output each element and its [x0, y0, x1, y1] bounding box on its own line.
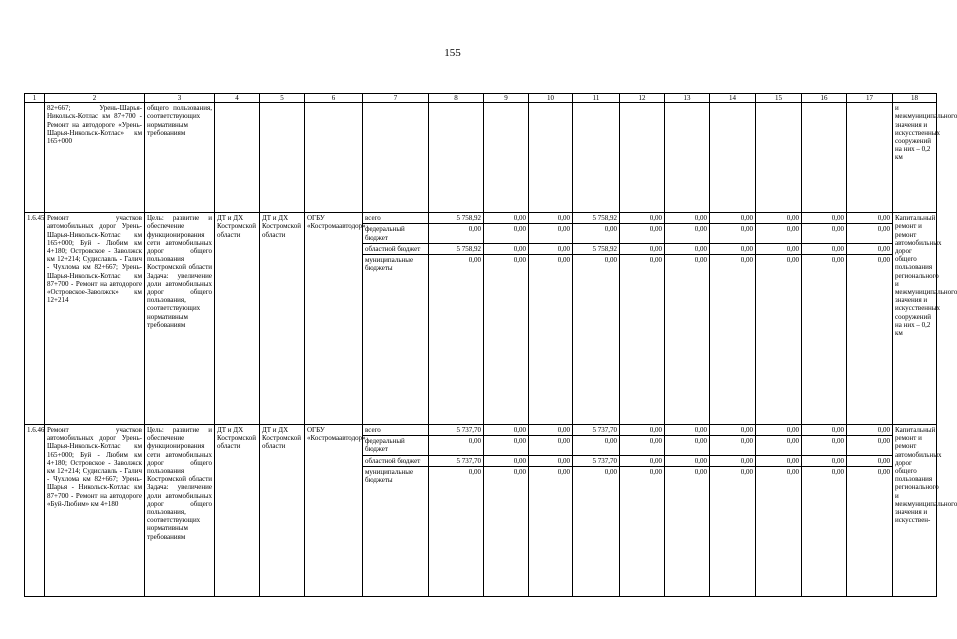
amount-cell: 0,00 [847, 243, 893, 254]
object-name: Ремонт участков автомобильных дорог Урень-Шарья-Никольск-Котлас км 165+000; Буй - Любим км 4+180; Островское - Заволжск км 12+214; Судиславль - Галич - Чухлома км 82+667; Урень-Шарья-Никольск-Котлас км 87+700 - Ремонт на автодороге «Островское-Заволжск» км 12+214 [45, 213, 145, 425]
funding-source: областной бюджет [363, 455, 429, 466]
column-header-17: 17 [847, 94, 893, 103]
column-header-4: 4 [215, 94, 260, 103]
amount-cell: 0,00 [573, 255, 620, 425]
column-header-11: 11 [573, 94, 620, 103]
amount-cell: 0,00 [802, 224, 847, 243]
column-header-6: 6 [305, 94, 363, 103]
row-id: 1.6.45 [25, 213, 45, 425]
amount-cell: 0,00 [620, 455, 665, 466]
amount-cell: 0,00 [756, 243, 802, 254]
funding-source: федеральный бюджет [363, 436, 429, 455]
program-table [24, 93, 957, 597]
page-number: 155 [444, 47, 461, 59]
amount-cell: 0,00 [665, 213, 710, 224]
cont-col1 [25, 103, 45, 213]
executor: ОГБУ «Костромаавтодор» [305, 425, 363, 597]
funding-source: муниципальные бюджеты [363, 255, 429, 425]
amount-cell: 0,00 [484, 455, 529, 466]
amount-cell: 0,00 [710, 255, 756, 425]
amount-cell: 0,00 [665, 255, 710, 425]
amount-cell: 0,00 [529, 255, 573, 425]
amount-cell: 0,00 [756, 436, 802, 455]
table-row [25, 425, 937, 436]
amount-cell: 0,00 [529, 466, 573, 596]
amount-cell: 0,00 [802, 213, 847, 224]
amount-cell: 0,00 [847, 436, 893, 455]
amount-cell: 0,00 [573, 466, 620, 596]
amount-cell: 0,00 [529, 224, 573, 243]
column-header-18: 18 [893, 94, 937, 103]
column-header-15: 15 [756, 94, 802, 103]
amount-cell: 0,00 [529, 425, 573, 436]
cont-result: и межмуниципального значения и искусственных сооружений на них – 0,2 км [893, 103, 937, 213]
responsible-executor: ДТ и ДХ Костромской области [215, 213, 260, 425]
amount-cell: 0,00 [665, 455, 710, 466]
amount-cell: 0,00 [847, 455, 893, 466]
amount-cell: 5 758,92 [429, 243, 484, 254]
amount-cell: 0,00 [710, 224, 756, 243]
amount-cell: 0,00 [620, 255, 665, 425]
amount-cell: 5 758,92 [573, 243, 620, 254]
amount-cell: 0,00 [847, 224, 893, 243]
column-header-10: 10 [529, 94, 573, 103]
amount-cell: 0,00 [665, 436, 710, 455]
funding-source: всего [363, 213, 429, 224]
goal-task: Цель: развитие и обеспечение функционирования сети автомобильных дорог общего пользования Костромской области Задача: увеличение доли автомобильных дорог общего пользования, соответствующих нормативным требованиям [145, 425, 215, 597]
amount-cell: 0,00 [484, 466, 529, 596]
amount-cell: 5 758,92 [429, 213, 484, 224]
amount-cell: 0,00 [756, 466, 802, 596]
amount-cell: 0,00 [484, 243, 529, 254]
amount-cell: 0,00 [529, 436, 573, 455]
amount-cell: 0,00 [620, 243, 665, 254]
amount-cell: 0,00 [429, 224, 484, 243]
amount-cell: 0,00 [756, 425, 802, 436]
executor: ОГБУ «Костромаавтодор» [305, 213, 363, 425]
table-row [25, 213, 937, 224]
amount-cell: 0,00 [529, 455, 573, 466]
amount-cell: 0,00 [710, 455, 756, 466]
amount-cell: 0,00 [484, 425, 529, 436]
amount-cell: 0,00 [484, 436, 529, 455]
amount-cell: 0,00 [710, 436, 756, 455]
column-header-3: 3 [145, 94, 215, 103]
amount-cell: 0,00 [756, 255, 802, 425]
column-header-13: 13 [665, 94, 710, 103]
column-header-12: 12 [620, 94, 665, 103]
amount-cell: 0,00 [847, 255, 893, 425]
responsible-executor: ДТ и ДХ Костромской области [215, 425, 260, 597]
amount-cell: 0,00 [802, 255, 847, 425]
amount-cell: 0,00 [756, 455, 802, 466]
amount-cell: 5 737,70 [573, 425, 620, 436]
column-header-14: 14 [710, 94, 756, 103]
continuation-row [25, 103, 937, 213]
column-header-7: 7 [363, 94, 429, 103]
column-header-1: 1 [25, 94, 45, 103]
amount-cell: 0,00 [620, 425, 665, 436]
amount-cell: 0,00 [620, 436, 665, 455]
amount-cell: 0,00 [573, 436, 620, 455]
amount-cell: 0,00 [620, 466, 665, 596]
amount-cell: 0,00 [802, 455, 847, 466]
amount-cell: 0,00 [573, 224, 620, 243]
amount-cell: 0,00 [756, 213, 802, 224]
expected-result: Капитальный ремонт и ремонт автомобильных дорог общего пользования регионального и межмуниципального значения и искусственных сооружений на них – 0,2 км [893, 213, 937, 425]
amount-cell: 0,00 [847, 466, 893, 596]
column-header-9: 9 [484, 94, 529, 103]
amount-cell: 0,00 [429, 466, 484, 596]
customer: ДТ и ДХ Костромской области [260, 425, 305, 597]
amount-cell: 0,00 [429, 255, 484, 425]
column-header-16: 16 [802, 94, 847, 103]
amount-cell: 0,00 [665, 243, 710, 254]
amount-cell: 0,00 [802, 466, 847, 596]
amount-cell: 0,00 [802, 425, 847, 436]
funding-source: всего [363, 425, 429, 436]
expected-result: Капитальный ремонт и ремонт автомобильных дорог общего пользования регионального и межмуниципального значения и искусствен- [893, 425, 937, 597]
amount-cell: 0,00 [802, 436, 847, 455]
column-header-2: 2 [45, 94, 145, 103]
cont-goal: общего пользования, соответствующих нормативным требованиям [145, 103, 215, 213]
amount-cell: 0,00 [847, 425, 893, 436]
amount-cell: 0,00 [484, 224, 529, 243]
amount-cell: 5 758,92 [573, 213, 620, 224]
amount-cell: 0,00 [484, 255, 529, 425]
amount-cell: 0,00 [710, 243, 756, 254]
header-row [25, 94, 937, 103]
cont-object-name: 82+667; Урень-Шарья-Никольск-Котлас км 87+700 - Ремонт на автодороге «Урень-Шарья-Никольск-Котлас» км 165+000 [45, 103, 145, 213]
customer: ДТ и ДХ Костромской области [260, 213, 305, 425]
amount-cell: 0,00 [665, 425, 710, 436]
amount-cell: 0,00 [665, 466, 710, 596]
object-name: Ремонт участков автомобильных дорог Урень-Шарья-Никольск-Котлас км 165+000; Буй - Любим км 4+180; Островское - Заволжск км 12+214; Судиславль - Галич - Чухлома км 82+667; Урень-Шарья - Никольск-Котлас км 87+700 - Ремонт на автодороге «Буй-Любим» км 4+180 [45, 425, 145, 597]
amount-cell: 0,00 [710, 213, 756, 224]
amount-cell: 0,00 [529, 243, 573, 254]
amount-cell: 0,00 [620, 224, 665, 243]
funding-source: муниципальные бюджеты [363, 466, 429, 596]
row-id: 1.6.46 [25, 425, 45, 597]
amount-cell: 0,00 [665, 224, 710, 243]
amount-cell: 0,00 [710, 466, 756, 596]
amount-cell: 0,00 [484, 213, 529, 224]
amount-cell: 0,00 [429, 436, 484, 455]
amount-cell: 0,00 [710, 425, 756, 436]
amount-cell: 0,00 [620, 213, 665, 224]
amount-cell: 5 737,70 [429, 455, 484, 466]
funding-source: областной бюджет [363, 243, 429, 254]
column-header-8: 8 [429, 94, 484, 103]
amount-cell: 5 737,70 [573, 455, 620, 466]
column-header-5: 5 [260, 94, 305, 103]
funding-source: федеральный бюджет [363, 224, 429, 243]
amount-cell: 0,00 [847, 213, 893, 224]
goal-task: Цель: развитие и обеспечение функционирования сети автомобильных дорог общего пользования Костромской области Задача: увеличение доли автомобильных дорог общего пользования, соответствующих нормативным требованиям [145, 213, 215, 425]
amount-cell: 0,00 [802, 243, 847, 254]
amount-cell: 0,00 [529, 213, 573, 224]
amount-cell: 0,00 [756, 224, 802, 243]
amount-cell: 5 737,70 [429, 425, 484, 436]
